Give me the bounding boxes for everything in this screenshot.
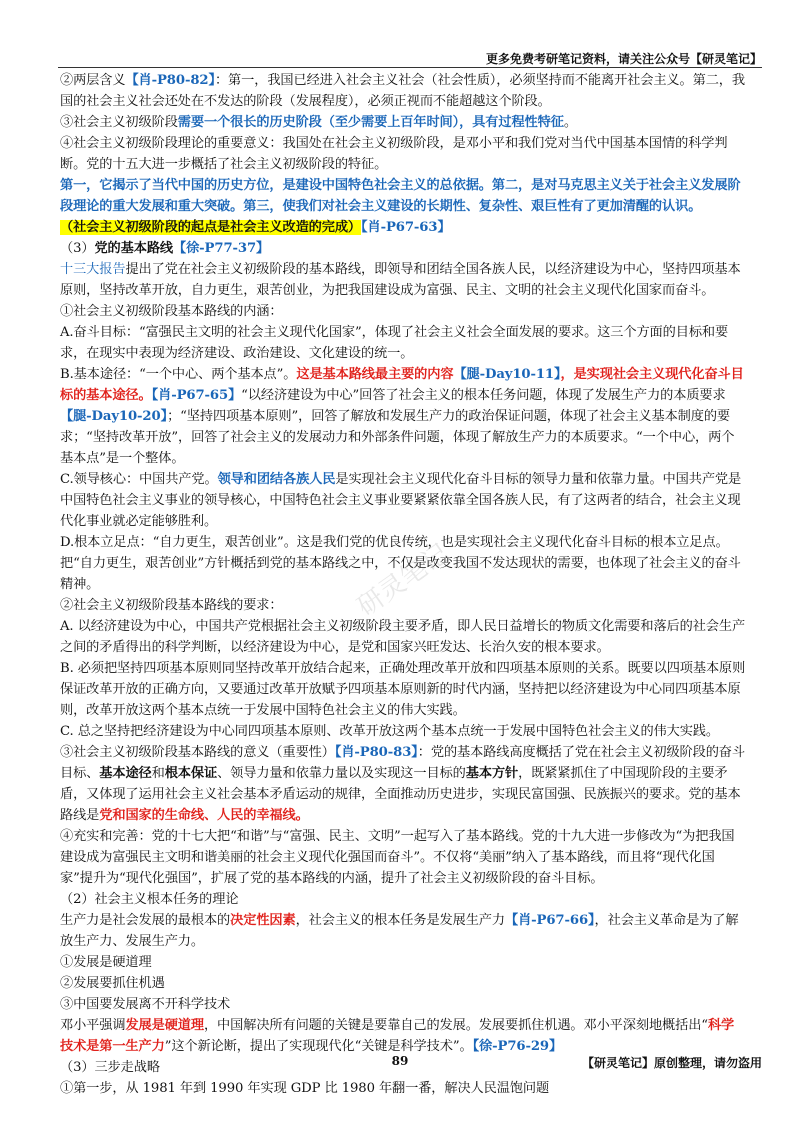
- paragraph: [60, 364, 746, 469]
- text-run: ①第一步，从 1981 年到 1990 年实现 GDP 比 1980 年翻一番，解决人民温饱问题: [60, 1081, 550, 1096]
- text-run: 【徐-P77-37】: [173, 241, 270, 256]
- text-run: 领导和团结各族人民: [217, 472, 336, 487]
- paragraph: [60, 1015, 746, 1057]
- text-run: 、领导力量和依靠力量以及实现这一目标的: [217, 766, 466, 781]
- text-run: 和: [151, 766, 165, 781]
- text-run: ，中国解决所有问题的关键是要靠自己的发展。发展要抓住机遇。邓小平深刻地概括出“: [203, 1018, 708, 1033]
- paragraph: [60, 889, 746, 910]
- text-run: 党和国家的生命线、人民的幸福线。: [99, 808, 309, 823]
- text-run: ：党的基本路线高度概括了党在社会主义初级阶段的奋斗目标、: [60, 745, 745, 781]
- text-run: ①社会主义初级阶段基本路线的内涵：: [60, 304, 283, 319]
- text-run: 发展是硬道理: [125, 1018, 204, 1033]
- text-run: （社会主义初级阶段的起点是社会主义改造的完成）: [60, 220, 362, 235]
- text-run: 【肖-P80-82】: [125, 73, 215, 88]
- text-run: 基本方针: [465, 766, 519, 781]
- text-run: ，社会主义的根本任务是发展生产力: [295, 913, 505, 928]
- page-header: 更多免费考研笔记资料，请关注公众号【研灵笔记】: [485, 52, 762, 66]
- text-run: ④社会主义初级阶段理论的重要意义：我国处在社会主义初级阶段，是邓小平和我们党对当代中国基本国情的科学判断。党的十五大进一步概括了社会主义初级阶段的特征。: [60, 136, 728, 172]
- paragraph: [60, 259, 746, 301]
- paragraph: [60, 742, 746, 826]
- text-run: 第一，它揭示了当代中国的历史方位，是建设中国特色社会主义的总依据。第二，是对马克思主义关于社会主义发展阶段理论的重大发展和重大突破。第三，使我们对社会主义建设的长期性、复杂性、艰巨性有了更加清醒的认识。: [60, 178, 741, 214]
- text-run: 十三大报告: [60, 262, 126, 277]
- text-run: （2）社会主义根本任务的理论: [60, 892, 239, 907]
- paragraph: [60, 658, 746, 721]
- paragraph: [60, 616, 746, 658]
- paragraph: [60, 826, 746, 889]
- text-run: 科学技术是第一生产力: [60, 1018, 735, 1054]
- text-run: 【肖-P67-66】: [504, 913, 595, 928]
- text-run: （3）三步走战略: [60, 1060, 160, 1075]
- text-run: 根本保证: [164, 766, 218, 781]
- text-run: 邓小平强调: [60, 1018, 126, 1033]
- text-run: 【徐-P76-29】: [472, 1039, 563, 1054]
- text-run: A.奋斗目标：“富强民主文明的社会主义现代化国家”，体现了社会主义社会全面发展的要求。这三个方面的目标和要求，在现实中表现为经济建设、政治建设、文化建设的统一。: [60, 325, 729, 361]
- paragraph: [60, 532, 746, 595]
- text-run: ：第一，我国已经进入社会主义社会（社会性质），必须坚持而不能离开社会主义。第二，我国的社会主义社会还处在不发达的阶段（发展程度），必须正视而不能超越这个阶段。: [60, 73, 745, 109]
- text-run: A. 以经济建设为中心，中国共产党根据社会主义初级阶段主要矛盾，即人民日益增长的物质文化需要和落后的社会生产之间的矛盾得出的科学判断，以经济建设为中心，是党和国家兴旺发达、长治久安的根本要求。: [60, 619, 746, 655]
- text-run: 是实现社会主义现代化奋斗目标的领导力量和依靠力量。中国共产党是中国特色社会主义事业的领导核心，中国特色社会主义事业要紧紧依靠全国各族人民，有了这两者的结合，社会主义现代化事业就必定能够胜利。: [60, 472, 742, 529]
- text-run: 【肖-P80-83】: [334, 745, 418, 760]
- watermark: 研灵笔记: [352, 538, 455, 623]
- text-run: ①发展是硬道理: [60, 955, 152, 970]
- text-run: B. 必须把坚持四项基本原则同坚持改革开放结合起来，正确处理改革开放和四项基本原则的关系。既要以四项基本原则保证改革开放的正确方向，又要通过改革开放赋予四项基本原则新的时代内涵，坚持把以经济建设为中心同四项基本原则，改革开放这两个基本点统一于发展中国特色社会主义的伟大实践。: [60, 661, 746, 718]
- text-run: “以经济建设为中心”回答了社会主义的根本任务问题，体现了发展生产力的本质要求: [241, 388, 726, 403]
- paragraph: [60, 595, 746, 616]
- text-run: ②社会主义初级阶段基本路线的要求：: [60, 598, 283, 613]
- page-footer-note: 【研灵笔记】原创整理，请勿盗用: [581, 1056, 762, 1070]
- paragraph: [60, 112, 746, 133]
- text-run: 党的基本路线: [94, 241, 173, 256]
- header-rule: [58, 67, 762, 68]
- paragraph: [60, 175, 746, 217]
- text-run: 生产力是社会发展的最根本的: [60, 913, 231, 928]
- text-run: ，是实现社会主义现代化奋斗目标的基本途径。: [60, 367, 744, 403]
- text-run: 基本途径: [99, 766, 152, 781]
- paragraph: [60, 70, 746, 112]
- text-run: 提出了党在社会主义初级阶段的基本路线，即领导和团结全国各族人民，以经济建设为中心，坚持四项基本原则，坚持改革开放，自力更生，艰苦创业，为把我国建设成为富强、民主、文明的社会主义现代化国家而奋斗。: [60, 262, 741, 298]
- text-run: C. 总之坚持把经济建设为中心同四项基本原则、改革开放这两个基本点统一于发展中国特色社会主义的伟大实践。: [60, 724, 719, 739]
- text-run: 【腿-Day10-20】: [60, 409, 168, 424]
- paragraph: [60, 217, 746, 238]
- text-run: ，社会主义革命是为了解放生产力、发展生产力。: [60, 913, 739, 949]
- paragraph: [60, 1078, 746, 1099]
- text-run: 【腿-Day10-11】: [453, 367, 561, 382]
- text-run: 【肖-P67-63】: [361, 220, 451, 235]
- text-run: ④充实和完善：党的十七大把“和谐”与“富强、民主、文明”一起写入了基本路线。党的十九大进一步修改为“为把我国建设成为富强民主文明和谐美丽的社会主义现代化强国而奋斗”。不仅将“美丽”纳入了基本路线，而且将“现代化国家”提升为“现代化强国”，扩展了党的基本路线的内涵，提升了社会主义初级阶段的奋斗目标。: [60, 829, 735, 886]
- text-run: ③社会主义初级阶段: [60, 115, 178, 130]
- text-run: D.根本立足点：“自力更生，艰苦创业”。这是我们党的优良传统，也是实现社会主义现代化奋斗目标的根本立足点。把“自力更生，艰苦创业”方针概括到党的基本路线之中，不仅是改变我国不发达现状的需要，也体现了社会主义的奋斗精神。: [60, 535, 741, 592]
- paragraph: [60, 952, 746, 973]
- text-run: 决定性因素: [230, 913, 296, 928]
- text-run: ②两层含义: [60, 73, 126, 88]
- paragraph: [60, 301, 746, 322]
- paragraph: [60, 994, 746, 1015]
- document-body: [60, 70, 746, 1099]
- paragraph: [60, 238, 746, 259]
- paragraph: [60, 910, 746, 952]
- text-run: 这是基本路线最主要的内容: [296, 367, 454, 382]
- text-run: ；“坚持四项基本原则”，回答了解放和发展生产力的政治保证问题，体现了社会主义基本制度的要求；“坚持改革开放”，回答了社会主义的发展动力和外部条件问题，体现了解放生产力的本质要求。“一个中心，两个基本点”是一个整体。: [60, 409, 735, 466]
- text-run: （3）: [60, 241, 95, 256]
- text-run: 需要一个很长的历史阶段（至少需要上百年时间），具有过程性特征: [177, 115, 564, 130]
- text-run: C.领导核心：中国共产党。: [60, 472, 218, 487]
- page-number: 89: [391, 1054, 409, 1068]
- paragraph: [60, 469, 746, 532]
- text-run: ②发展要抓住机遇: [60, 976, 165, 991]
- text-run: 【肖-P67-65】: [151, 388, 242, 403]
- text-run: ，既紧紧抓住了中国现阶段的主要矛盾，又体现了运用社会主义社会基本矛盾运动的规律，全面推动历史进步，实现民富国强、民族振兴的要求。党的基本路线是: [60, 766, 741, 823]
- text-run: ”这个新论断，提出了实现现代化“关键是科学技术”。: [164, 1039, 473, 1054]
- paragraph: [60, 133, 746, 175]
- text-run: 。: [563, 115, 577, 130]
- text-run: ③社会主义初级阶段基本路线的意义（重要性）: [60, 745, 335, 760]
- paragraph: [60, 322, 746, 364]
- text-run: ③中国要发展离不开科学技术: [60, 997, 231, 1012]
- text-run: B.基本途径：“一个中心、两个基本点”。: [60, 367, 297, 382]
- paragraph: [60, 973, 746, 994]
- paragraph: [60, 721, 746, 742]
